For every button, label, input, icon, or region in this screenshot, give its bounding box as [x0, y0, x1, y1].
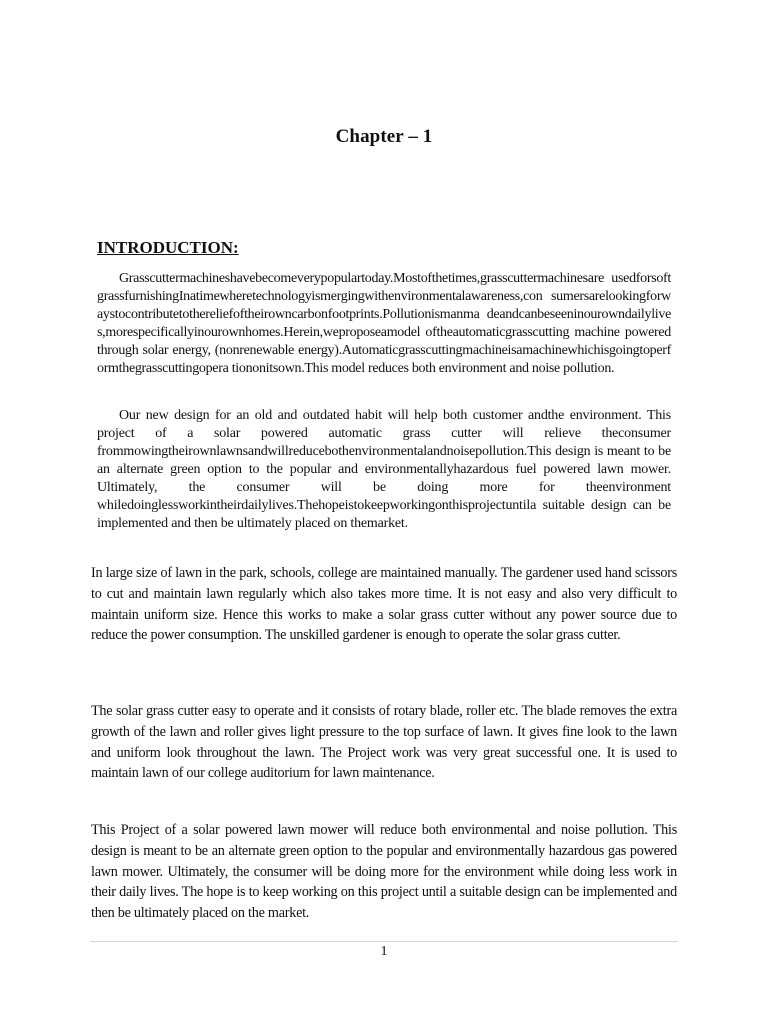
paragraph-solar-cutter: The solar grass cutter easy to operate and it consists of rotary blade, roller etc. The blade removes the extra growth of the lawn and roller gives light pressure to the top surface of lawn. It gives fine look to the lawn and uniform look throughout the lawn. The Project work was very great successful one. It is used to maintain lawn of our college auditorium for lawn maintenance. — [91, 703, 677, 782]
section-heading: INTRODUCTION: — [97, 238, 239, 257]
paragraph-solar-mower: This Project of a solar powered lawn mower will reduce both environmental and noise pollution. This design is meant to be an alternate green option to the popular and environmentally hazardous gas powered lawn mower. Ultimately, the consumer will be doing more for the environment while doing less work in their daily lives. The hope is to keep working on this project until a suitable design can be implemented and then be ultimately placed on the market. — [91, 822, 677, 922]
paragraph-intro-1: Grasscuttermachineshavebecomeverypopulartoday.Mostofthetimes,grasscuttermachinesare usedforsoftgrassfurnishingInatimewheretechnologyismergingwithenvironmentalawareness,con sumersarelookingforwaystocontributetothereliefoftheirowncarbonfootprints.Pollutionismanma deandcanbeseeninourowndailylives,morespecificallyinourownhomes.Herein,weproposeamodel oftheautomaticgrasscutting machine powered through solar energy, (nonrenewable energy).Automaticgrasscuttingmachineisamachinewhichisgoingtoperformthegrasscuttingopera tiononitsown.This model reduces both environment and noise pollution. — [97, 271, 671, 376]
page-number: 1 — [380, 944, 388, 959]
paragraph-lawn-maintenance: In large size of lawn in the park, schools, college are maintained manually. The gardener used hand scissors to cut and maintain lawn regularly which also takes more time. It is not easy and also very difficult to maintain uniform size. Hence this works to make a solar grass cutter without any power source due to reduce the power consumption. The unskilled gardener is enough to operate the solar grass cutter. — [91, 565, 677, 644]
footer-divider — [90, 941, 678, 942]
chapter-title: Chapter – 1 — [335, 126, 433, 147]
paragraph-intro-2: Our new design for an old and outdated habit will help both customer andthe environment. This project of a solar powered automatic grass cutter will relieve theconsumer frommowingtheirownlawnsandwillreducebothenvironmentalandnoisepollution.This design is meant to be an alternate green option to the popular and environmentallyhazardous fuel powered lawn mower. Ultimately, the consumer will be doing more for theenvironment whiledoinglessworkintheirdailylives.Thehopeistokeepworkingonthisprojectuntila suitable design can be implemented and then be ultimately placed on themarket. — [97, 408, 671, 531]
